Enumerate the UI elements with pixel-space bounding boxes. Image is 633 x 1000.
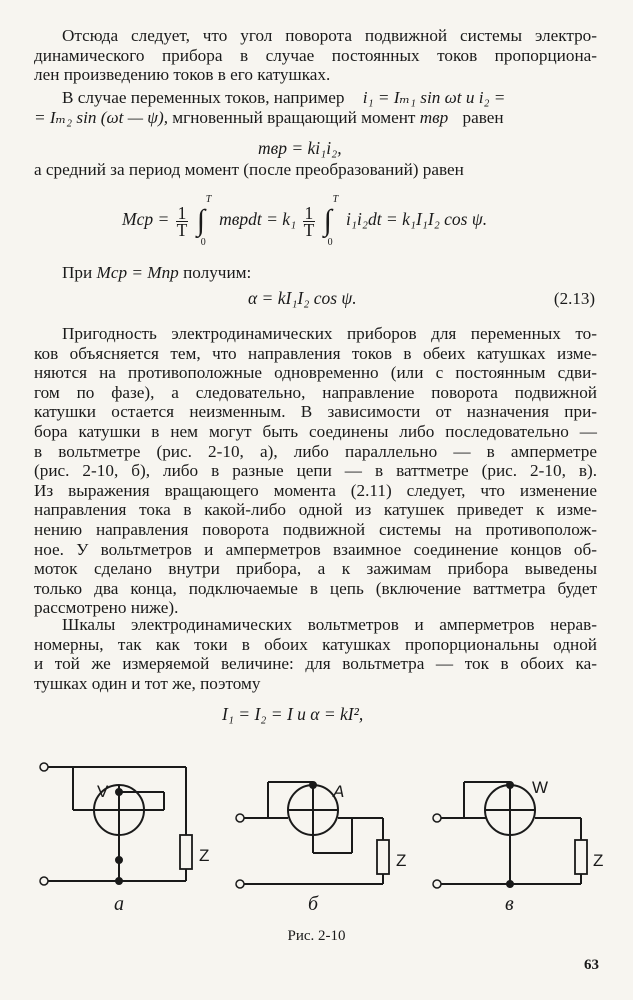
text-line: направления тока в какой-либо одной из катушек приведет к изме- <box>34 500 597 520</box>
text-line: моток сделано внутри прибора, а к зажимам прибора выведены <box>34 559 597 579</box>
inline-formula: Mср = Mпр <box>96 263 179 282</box>
text-fragment: мгновенный вращающий момент <box>172 107 416 127</box>
load-label-z: Z <box>199 846 210 865</box>
paragraph-ac <box>34 88 597 127</box>
text-line: в вольтметре (рис. 2-10, а), либо параллельно — в амперметре <box>34 441 597 461</box>
inline-symbol: mвр <box>419 107 449 127</box>
fraction-denominator: T <box>176 219 188 240</box>
formula-instant-moment <box>258 138 342 159</box>
meter-label-w: W <box>532 778 549 797</box>
figure-sublabel-b: б <box>308 893 319 915</box>
integral-sign: ∫ T 0 <box>323 194 339 248</box>
inline-formula: = Iₘ₂ sin (ωt — ψ), <box>34 107 168 127</box>
text-line: номерны, так как токи в обоих катушках пропорциональны одной <box>34 634 597 654</box>
integral-upper: T <box>332 194 339 205</box>
text-line: (рис. 2-10, б), либо в разные цепи — в ваттметре (рис. 2-10, в). <box>34 461 597 481</box>
text-line: рассмотрено ниже). <box>34 598 179 618</box>
fraction <box>303 202 316 240</box>
text-line: и той же измеряемой величине: для вольтметра — ток в обоих ка- <box>34 654 597 674</box>
fraction-numerator: 1 <box>304 202 314 223</box>
fraction-numerator: 1 <box>177 202 187 223</box>
text-fragment: При <box>62 263 93 282</box>
text-line: гом по фазе), а следовательно, направление поворота подвижной <box>34 382 597 402</box>
integral-lower: 0 <box>200 237 206 248</box>
text-line: Отсюда следует, что угол поворота подвижной системы электро- <box>62 26 597 45</box>
formula-term: i₁i₂dt = k₁I₁I₂ cos ψ. <box>346 209 488 230</box>
figure-caption: Рис. 2-10 <box>287 928 346 944</box>
paragraph-intro <box>34 26 597 85</box>
text-line <box>34 263 597 283</box>
circuit-wattmeter <box>433 782 587 888</box>
formula-text: mвр = ki₁i₂, <box>258 138 342 158</box>
text-line <box>34 108 597 128</box>
meter-label-a: A <box>333 782 345 801</box>
paragraph-mean <box>34 160 597 180</box>
paragraph-condition <box>34 263 597 283</box>
text-line: ков объясняется тем, что направления токов в обеих катушках изме- <box>34 343 597 363</box>
integral-upper: T <box>205 194 212 205</box>
text-line: няются на противоположные одновременно (или с постоянным сдви- <box>34 363 597 383</box>
text-line: лен произведению токов в его катушках. <box>34 65 331 85</box>
inline-formula: i₁ = Iₘ₁ sin ωt и i₂ = <box>362 88 506 107</box>
text-line: бора катушки в нем могут быть соединены либо последовательно — <box>34 421 597 441</box>
text-line: ное. У вольтметров и амперметров взаимное соединение концов об- <box>34 539 597 559</box>
text-line: Шкалы электродинамических вольтметров и амперметров нерав- <box>62 615 597 634</box>
formula-text: α = kI₁I₂ cos ψ. <box>248 288 357 308</box>
circuit-voltmeter <box>40 763 192 885</box>
formula-2-13 <box>248 288 357 309</box>
text-line: Пригодность электродинамических приборов для переменных то- <box>62 324 597 343</box>
fraction-denominator: T <box>303 219 315 240</box>
load-label-z: Z <box>396 851 407 870</box>
meter-label-v: V <box>97 782 109 801</box>
formula-mean-moment <box>122 194 488 248</box>
text-line: а средний за период момент (после преобразований) равен <box>34 160 464 179</box>
paragraph-scales <box>34 615 597 693</box>
text-fragment: В случае переменных токов, например <box>62 88 345 107</box>
text-line: нению направления поворота подвижной системы на противополож- <box>34 519 597 539</box>
text-line: только два конца, подключаемые в цепь (включение ваттметра будет <box>34 578 597 598</box>
text-line: Из выражения вращающего момента (2.11) следует, что изменение <box>34 480 597 500</box>
text-line <box>34 88 597 108</box>
formula-term: mврdt = k₁ <box>219 209 297 230</box>
formula-final <box>222 704 363 725</box>
fraction <box>176 202 189 240</box>
load-label-z: Z <box>593 851 604 870</box>
text-fragment: равен <box>462 107 504 127</box>
formula-lhs: Mср = <box>122 209 170 230</box>
paragraph-suitability <box>34 324 597 618</box>
page-number: 63 <box>584 957 599 973</box>
text-line: катушки остается неизменным. В зависимости от назначения при- <box>34 402 597 422</box>
figure-sublabel-a: а <box>114 893 124 915</box>
integral-sign: ∫ T 0 <box>196 194 212 248</box>
text-line: тушках один и тот же, поэтому <box>34 673 261 693</box>
text-fragment: получим: <box>183 263 252 282</box>
circuit-ammeter <box>236 782 389 888</box>
figure-sublabel-c: в <box>505 893 514 915</box>
equation-number: (2.13) <box>553 289 595 308</box>
text-line: динамического прибора в случае постоянных токов пропорциона- <box>34 45 597 65</box>
formula-text: I₁ = I₂ = I и α = kI², <box>222 704 364 724</box>
integral-lower: 0 <box>327 237 333 248</box>
